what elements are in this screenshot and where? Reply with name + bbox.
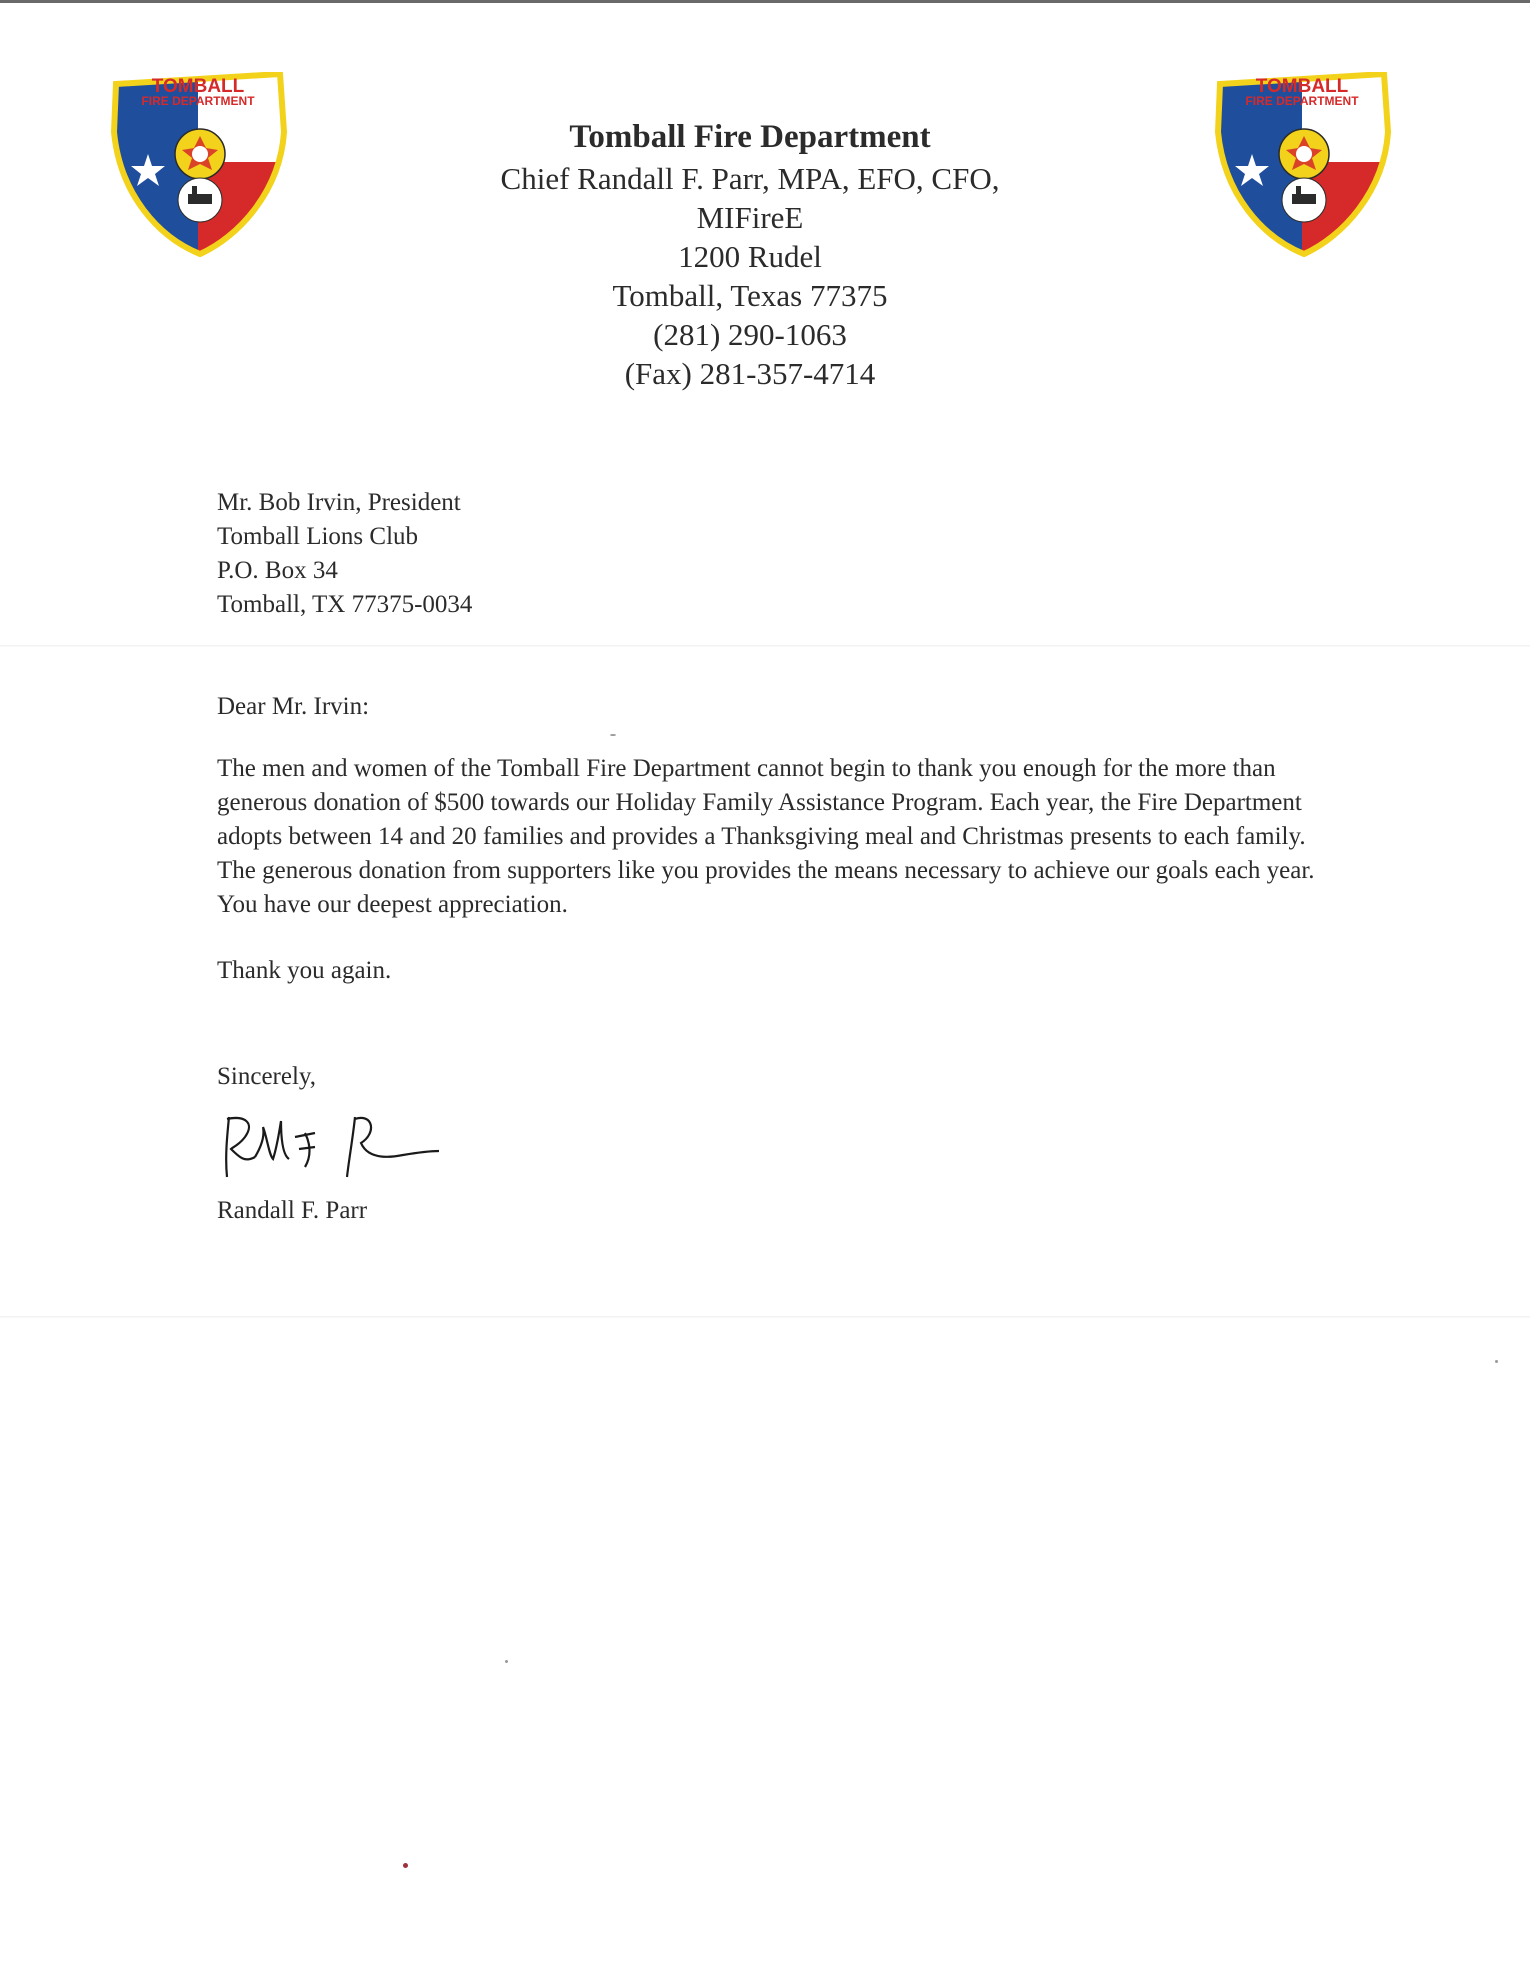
scan-speck <box>610 734 616 736</box>
city-state-zip: Tomball, Texas 77375 <box>612 278 888 313</box>
scan-speck <box>1495 1360 1498 1363</box>
body-paragraph-1: The men and women of the Tomball Fire Department cannot begin to thank you enough for the more than generous donation of $500 towards our Holiday Family Assistance Program. Each year, the Fire Department adopts between 14 and 20 families and provides a Thanksgiving meal and Christmas presents to each family. The generous donation from supporters like you provides the means necessary to achieve our goals each year. You have our deepest appreciation. <box>217 755 1315 918</box>
scan-speck <box>403 1863 408 1868</box>
fire-department-badge-right <box>1212 72 1392 262</box>
street-address: 1200 Rudel <box>678 239 822 274</box>
fire-department-badge-left <box>108 72 288 262</box>
chief-name-line: Chief Randall F. Parr, MPA, EFO, CFO, <box>500 161 1000 196</box>
badge-line1-left: TOMBALL <box>151 76 245 97</box>
fold-line-upper <box>0 645 1530 647</box>
recipient-organization: Tomball Lions Club <box>217 523 419 550</box>
fold-line-lower <box>0 1316 1530 1318</box>
badge-line2-left: FIRE DEPARTMENT <box>141 94 255 108</box>
scan-edge-line <box>0 0 1530 3</box>
letterhead <box>400 118 1100 393</box>
organization-name: Tomball Fire Department <box>569 119 931 155</box>
scan-speck <box>505 1660 508 1663</box>
fax-number: (Fax) 281-357-4714 <box>624 356 876 391</box>
letter-body <box>217 752 1347 988</box>
badge-line2-right: FIRE DEPARTMENT <box>1245 94 1359 108</box>
signer-name: Randall F. Parr <box>217 1197 368 1224</box>
chief-credentials-continued: MIFireE <box>696 200 804 235</box>
handwritten-signature <box>215 1097 445 1187</box>
phone-number: (281) 290-1063 <box>653 317 847 352</box>
recipient-po-box: P.O. Box 34 <box>217 557 338 584</box>
salutation: Dear Mr. Irvin: <box>217 693 370 720</box>
badge-line1-right: TOMBALL <box>1255 76 1349 97</box>
recipient-city: Tomball, TX 77375-0034 <box>217 591 473 618</box>
recipient-address <box>217 486 472 622</box>
recipient-name: Mr. Bob Irvin, President <box>217 489 461 516</box>
closing: Sincerely, <box>217 1063 317 1090</box>
body-paragraph-2: Thank you again. <box>217 957 392 984</box>
